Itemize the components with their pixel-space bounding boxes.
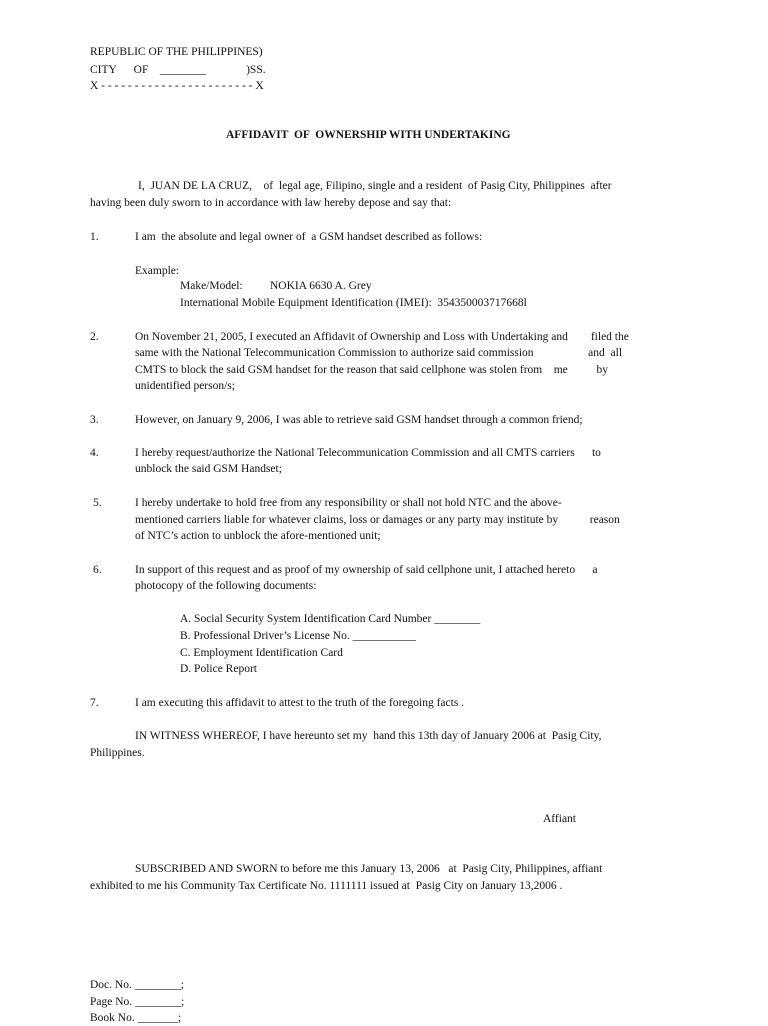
document-d: D. Police Report xyxy=(180,663,257,675)
document-a: A. Social Security System Identification Card Number ________ xyxy=(180,613,481,625)
witness-line-1: IN WITNESS WHEREOF, I have hereunto set my hand this 13th day of January 2006 at Pasig City, xyxy=(135,730,602,742)
item-text-7: I am executing this affidavit to attest to the truth of the foregoing facts . xyxy=(135,697,465,709)
item-text-4-line-1: I hereby request/authorize the National Telecommunication Commission and all CMTS carriers to xyxy=(135,447,601,459)
make-model-value: NOKIA 6630 A. Grey xyxy=(270,280,372,292)
item-text-5-line-3: of NTC’s action to unblock the afore-mentioned unit; xyxy=(135,530,381,542)
header-separator: X - - - - - - - - - - - - - - - - - - - - - - - X xyxy=(90,80,264,92)
header-city: CITY OF ________ )SS. xyxy=(90,64,266,76)
item-number-4: 4. xyxy=(90,447,99,459)
header-republic: REPUBLIC OF THE PHILIPPINES) xyxy=(90,46,263,58)
affiant-label: Affiant xyxy=(543,813,577,825)
item-text-1: I am the absolute and legal owner of a GSM handset described as follows: xyxy=(135,231,483,243)
witness-line-2: Philippines. xyxy=(90,747,145,759)
document-c: C. Employment Identification Card xyxy=(180,647,343,659)
item-number-2: 2. xyxy=(90,331,99,343)
page-number: Page No. ________; xyxy=(90,996,185,1008)
item-text-6-line-2: photocopy of the following documents: xyxy=(135,580,317,592)
item-number-1: 1. xyxy=(90,231,99,243)
item-text-4-line-2: unblock the said GSM Handset; xyxy=(135,463,282,475)
item-text-2-line-3: CMTS to block the said GSM handset for the reason that said cellphone was stolen from me by xyxy=(135,364,609,376)
document-title: AFFIDAVIT OF OWNERSHIP WITH UNDERTAKING xyxy=(226,129,511,141)
item-text-3: However, on January 9, 2006, I was able to retrieve said GSM handset through a common friend; xyxy=(135,414,583,426)
item-text-2-line-2: same with the National Telecommunication Commission to authorize said commission and all xyxy=(135,347,623,359)
subscribed-line-1: SUBSCRIBED AND SWORN to before me this January 13, 2006 at Pasig City, Philippines, affiant xyxy=(135,863,603,875)
item-text-6-line-1: In support of this request and as proof of my ownership of said cellphone unit, I attached hereto a xyxy=(135,564,598,576)
intro-line-2: having been duly sworn to in accordance with law hereby depose and say that: xyxy=(90,197,452,209)
item-number-7: 7. xyxy=(90,697,99,709)
item-text-2-line-4: unidentified person/s; xyxy=(135,380,235,392)
item-text-5-line-1: I hereby undertake to hold free from any responsibility or shall not hold NTC and the above- xyxy=(135,497,562,509)
document-b: B. Professional Driver’s License No. ___________ xyxy=(180,630,416,642)
item-text-5-line-2: mentioned carriers liable for whatever claims, loss or damages or any party may institute by reason xyxy=(135,514,620,526)
item-number-5: 5. xyxy=(93,497,102,509)
make-model-label: Make/Model: xyxy=(180,280,243,292)
imei-line: International Mobile Equipment Identification (IMEI): 354350003717668l xyxy=(180,297,527,309)
intro-line-1: I, JUAN DE LA CRUZ, of legal age, Filipino, single and a resident of Pasig City, Philippines after xyxy=(138,180,612,192)
doc-number: Doc. No. ________; xyxy=(90,979,184,991)
example-label: Example: xyxy=(135,265,180,277)
item-number-3: 3. xyxy=(90,414,99,426)
book-number: Book No. _______; xyxy=(90,1012,182,1024)
subscribed-line-2: exhibited to me his Community Tax Certificate No. 1111111 issued at Pasig City on January 13,2006 . xyxy=(90,880,563,892)
item-text-2-line-1: On November 21, 2005, I executed an Affidavit of Ownership and Loss with Undertaking and filed the xyxy=(135,331,629,343)
item-number-6: 6. xyxy=(93,564,102,576)
